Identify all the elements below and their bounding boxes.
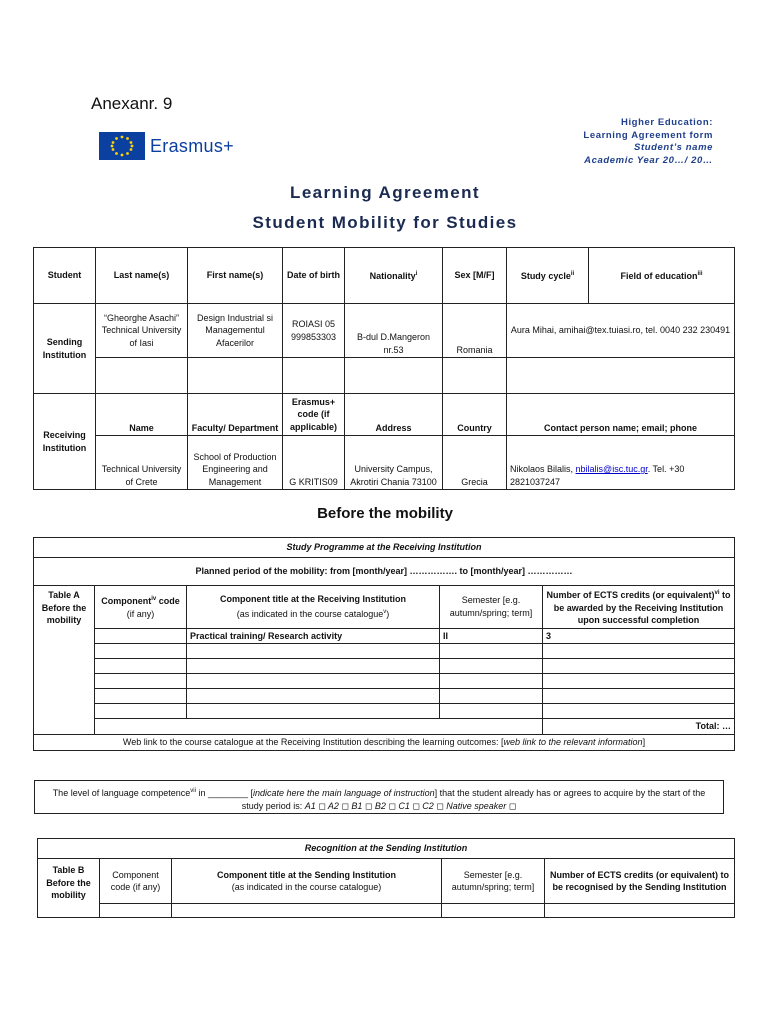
component-title-header: Component title at the Sending Institution (as indicated in the course catalogue) bbox=[172, 859, 442, 904]
receiving-name: Technical University of Crete bbox=[96, 436, 188, 490]
table-row bbox=[95, 674, 187, 689]
table-row bbox=[187, 644, 440, 659]
component-code-header: Component code (if any) bbox=[100, 859, 172, 904]
receiving-institution-label: Receiving Institution bbox=[34, 394, 96, 490]
study-cycle-header: Study cycle$^{ii}$ bbox=[507, 248, 589, 304]
table-row bbox=[440, 704, 543, 719]
table-row bbox=[95, 644, 187, 659]
empty-cell bbox=[443, 358, 507, 394]
name-header: Name bbox=[96, 394, 188, 436]
sending-faculty: Design Industrial si Managementul Afacerilor bbox=[188, 304, 283, 358]
country-header: Country bbox=[443, 394, 507, 436]
student-table bbox=[33, 247, 735, 490]
semester-header: Semester [e.g. autumn/spring; term] bbox=[442, 859, 545, 904]
language-competence-box: The level of language competence$^{vii}$ in ________ [indicate here the main language of instruction] that the student already has or agrees to acquire by the start of the study period is: A1 ◻ A2 ◻ B1 ◻ B2 ◻ C1 ◻ C2 ◻ Native speaker ◻ bbox=[34, 780, 724, 814]
last-name-header: Last name(s) bbox=[96, 248, 188, 304]
table-row bbox=[440, 674, 543, 689]
table-row bbox=[543, 674, 735, 689]
nationality-header: Nationality$^i$ bbox=[345, 248, 443, 304]
table-row bbox=[440, 659, 543, 674]
sending-institution-label: Sending Institution bbox=[34, 304, 96, 394]
table-row bbox=[95, 659, 187, 674]
receiving-code: G KRITIS09 bbox=[283, 436, 345, 490]
component-title-header: Component title at the Receiving Institution (as indicated in the course catalogue$^v$) bbox=[187, 586, 440, 629]
semester-header: Semester [e.g. autumn/spring; term] bbox=[440, 586, 543, 629]
erasmus-code-header: Erasmus+ code (if applicable) bbox=[283, 394, 345, 436]
ects-header: Number of ECTS credits (or equivalent) to be recognised by the Sending Institution bbox=[545, 859, 735, 904]
planned-period: Planned period of the mobility: from [month/year] ……………. to [month/year] …………… bbox=[34, 558, 735, 586]
receiving-country: Grecia bbox=[443, 436, 507, 490]
section-heading-before-mobility: Before the mobility bbox=[317, 505, 453, 522]
student-label: Student bbox=[34, 248, 96, 304]
table-row bbox=[95, 628, 187, 644]
table-row bbox=[187, 704, 440, 719]
table-row bbox=[440, 644, 543, 659]
table-row bbox=[545, 904, 735, 918]
table-row bbox=[187, 674, 440, 689]
faculty-header: Faculty/ Department bbox=[188, 394, 283, 436]
row1-title: Practical training/ Research activity bbox=[187, 628, 440, 644]
table-row bbox=[95, 704, 187, 719]
dob-header: Date of birth bbox=[283, 248, 345, 304]
page-title: Learning Agreement bbox=[290, 183, 480, 202]
table-a-label: Table A Before the mobility bbox=[34, 586, 95, 735]
table-row bbox=[187, 659, 440, 674]
header-line-3: Student’s name bbox=[634, 142, 713, 153]
recognition-heading: Recognition at the Sending Institution bbox=[38, 839, 735, 859]
eu-flag-icon bbox=[99, 132, 145, 160]
annex-number: Anexanr. 9 bbox=[91, 94, 173, 113]
table-row bbox=[543, 644, 735, 659]
field-of-education-header: Field of education$^{iii}$ bbox=[589, 248, 735, 304]
sending-address: B-dul D.Mangeron nr.53 bbox=[345, 304, 443, 358]
receiving-faculty: School of Production Engineering and Management bbox=[188, 436, 283, 490]
header-line-4: Academic Year 20…/ 20… bbox=[584, 154, 713, 166]
table-row bbox=[543, 659, 735, 674]
receiving-address: University Campus, Akrotiri Chania 73100 bbox=[345, 436, 443, 490]
header-right bbox=[583, 117, 713, 167]
empty-cell bbox=[283, 358, 345, 394]
contact-email-link[interactable]: nbilalis@isc.tuc.gr bbox=[575, 464, 648, 474]
receiving-contact: Nikolaos Bilalis, nbilalis@isc.tuc.gr. Tel. +30 2821037247 bbox=[507, 436, 735, 490]
row1-semester: II bbox=[440, 628, 543, 644]
header-line-2: Learning Agreement form bbox=[583, 129, 713, 141]
sending-contact: Aura Mihai, amihai@tex.tuiasi.ro, tel. 0040 232 230491 bbox=[507, 304, 735, 358]
sending-code: ROIASI 05 999853303 bbox=[283, 304, 345, 358]
table-b-label: Table B Before the mobility bbox=[38, 859, 100, 918]
logo-text: Erasmus+ bbox=[150, 135, 234, 156]
table-row bbox=[442, 904, 545, 918]
first-name-header: First name(s) bbox=[188, 248, 283, 304]
empty-cell bbox=[507, 358, 735, 394]
empty-cell bbox=[95, 719, 543, 735]
contact-header: Contact person name; email; phone bbox=[507, 394, 735, 436]
table-row bbox=[543, 704, 735, 719]
course-catalogue-weblink: Web link to the course catalogue at the Receiving Institution describing the learning outcomes: [web link to the relevant information] bbox=[34, 734, 735, 750]
address-header: Address bbox=[345, 394, 443, 436]
empty-cell bbox=[96, 358, 188, 394]
sex-header: Sex [M/F] bbox=[443, 248, 507, 304]
table-row bbox=[95, 689, 187, 704]
component-code-header: Component$^{iv}$ code (if any) bbox=[95, 586, 187, 629]
study-programme-heading: Study Programme at the Receiving Institution bbox=[34, 538, 735, 558]
row1-ects: 3 bbox=[543, 628, 735, 644]
empty-cell bbox=[188, 358, 283, 394]
table-row bbox=[440, 689, 543, 704]
header-line-1: Higher Education: bbox=[620, 117, 713, 128]
table-row bbox=[187, 689, 440, 704]
table-row bbox=[172, 904, 442, 918]
sending-country: Romania bbox=[443, 304, 507, 358]
ects-header: Number of ECTS credits (or equivalent)$^{vi}$ to be awarded by the Receiving Institution upon successful completion bbox=[543, 586, 735, 629]
table-b bbox=[37, 838, 735, 918]
erasmus-logo bbox=[99, 132, 234, 160]
language-levels[interactable]: A1 ◻ A2 ◻ B1 ◻ B2 ◻ C1 ◻ C2 ◻ Native speaker ◻ bbox=[304, 801, 517, 811]
empty-cell bbox=[345, 358, 443, 394]
table-row bbox=[543, 689, 735, 704]
page-subtitle: Student Mobility for Studies bbox=[252, 213, 518, 232]
table-row bbox=[100, 904, 172, 918]
total-cell: Total: … bbox=[543, 719, 735, 735]
table-a bbox=[33, 537, 735, 751]
sending-name: “Gheorghe Asachi” Technical University of Iasi bbox=[96, 304, 188, 358]
